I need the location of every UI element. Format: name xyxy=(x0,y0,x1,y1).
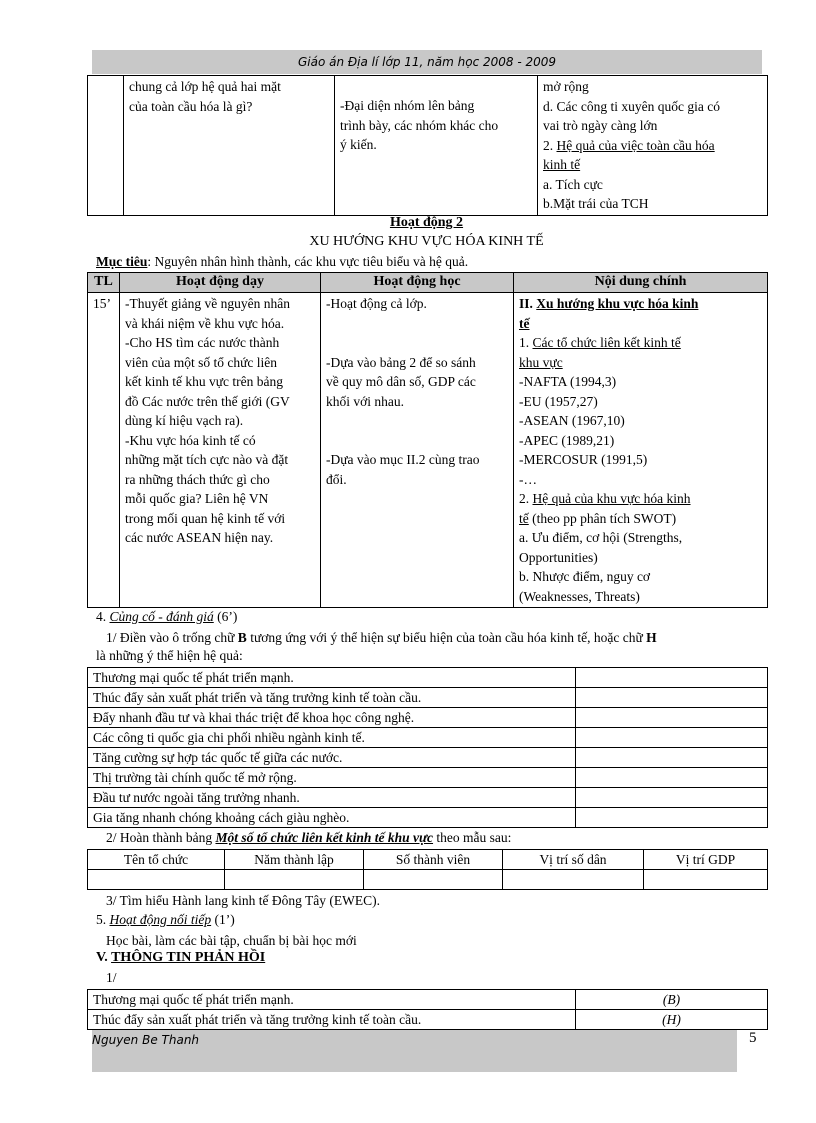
org-header: Vị trí số dân xyxy=(503,850,644,870)
text-line: b.Mặt trái của TCH xyxy=(543,196,649,211)
text-line: -EU (1957,27) xyxy=(519,393,598,409)
text-line: dùng kí hiệu vạch ra). xyxy=(125,413,244,428)
header-teach: Hoạt động dạy xyxy=(120,273,321,293)
text-line: 2. Hệ quả của việc toàn cầu hóa xyxy=(543,137,715,153)
text-line: ra những thách thức gì cho xyxy=(125,471,270,487)
org-cell[interactable] xyxy=(88,870,225,890)
answer-cell[interactable] xyxy=(576,728,768,748)
text-line: viên của một số tổ chức liên xyxy=(125,354,278,370)
text-line: chung cả lớp hệ quả hai mặt xyxy=(129,79,281,94)
text-line: và khái niệm về khu vực hóa. xyxy=(125,315,285,331)
text-line: -Đại diện nhóm lên bảng xyxy=(340,98,475,113)
text-line: của toàn cầu hóa là gì? xyxy=(129,98,253,114)
text-line: mở rộng xyxy=(543,79,589,94)
table-row xyxy=(88,990,768,1010)
text-line: đồ Các nước trên thế giới (GV xyxy=(125,393,290,409)
text-line: a. Ưu điểm, cơ hội (Strengths, xyxy=(519,530,683,545)
text-line: trình bày, các nhóm khác cho xyxy=(340,117,499,133)
org-cell[interactable] xyxy=(225,870,364,890)
answer-cell[interactable] xyxy=(576,688,768,708)
text-line: -Cho HS tìm các nước thành xyxy=(125,335,280,350)
section-v-sub: 1/ xyxy=(106,970,117,985)
org-table xyxy=(87,849,768,890)
text-line: (Weaknesses, Threats) xyxy=(519,588,640,604)
text-line: -ASEAN (1967,10) xyxy=(519,413,625,428)
text-line: khu vực xyxy=(519,354,563,370)
row-text: Các công ti quốc gia chi phối nhiều ngành kinh tế. xyxy=(88,728,576,748)
section5-heading: 5. Hoạt động nối tiếp (1’) xyxy=(96,912,235,927)
table-row xyxy=(88,668,768,688)
text-line: -Dựa vào bảng 2 để so sánh xyxy=(326,354,476,370)
table-row xyxy=(88,748,768,768)
cell-tl: 15’ xyxy=(88,293,120,608)
org-cell[interactable] xyxy=(503,870,644,890)
table-row xyxy=(88,708,768,728)
cell-learn xyxy=(321,293,514,608)
text-line: 1. Các tổ chức liên kết kinh tế xyxy=(519,335,681,350)
text-line: -Dựa vào mục II.2 cùng trao xyxy=(326,452,480,467)
text-line: -MERCOSUR (1991,5) xyxy=(519,452,648,467)
text-line: -NAFTA (1994,3) xyxy=(519,374,617,389)
org-cell[interactable] xyxy=(364,870,503,890)
text-line: những mặt tích cực nào và đặt xyxy=(125,452,289,467)
top-col-tl xyxy=(88,76,124,216)
answer-cell[interactable] xyxy=(576,788,768,808)
row-text: Thị trường tài chính quốc tế mở rộng. xyxy=(88,768,576,788)
section5-text: Học bài, làm các bài tập, chuẩn bị bài học mới xyxy=(106,933,357,948)
question3: 3/ Tìm hiểu Hành lang kinh tế Đông Tây (EWEC). xyxy=(106,893,380,908)
text-line: -Thuyết giảng về nguyên nhân xyxy=(125,296,290,311)
text-line: mỗi quốc gia? Liên hệ VN xyxy=(125,491,269,506)
text-line: các nước ASEAN hiện nay. xyxy=(125,530,274,545)
objective: Mục tiêu: Nguyên nhân hình thành, các khu vực tiêu biểu và hệ quả. xyxy=(96,254,469,269)
answer-cell[interactable] xyxy=(576,808,768,828)
page-number: 5 xyxy=(749,1030,757,1046)
section-v-heading: V. THÔNG TIN PHẢN HỒI xyxy=(96,950,266,965)
question2: 2/ Hoàn thành bảng Một số tổ chức liên kết kinh tế khu vực theo mẫu sau: xyxy=(106,830,512,845)
row-text: Thúc đẩy sản xuất phát triển và tăng trưởng kinh tế toàn cầu. xyxy=(88,1010,576,1030)
top-table xyxy=(87,75,768,216)
row-text: Thúc đẩy sản xuất phát triển và tăng trưởng kinh tế toàn cầu. xyxy=(88,688,576,708)
table-row xyxy=(88,788,768,808)
fill-table xyxy=(87,667,768,828)
section4-heading: 4. Củng cố - đánh giá (6’) xyxy=(96,609,238,624)
question1: 1/ Điền vào ô trống chữ B tương ứng với ý thể hiện sự biểu hiện của toàn cầu hóa kinh tế, hoặc chữ H xyxy=(106,630,657,645)
text-line: ý kiến. xyxy=(340,137,377,152)
answer-cell[interactable] xyxy=(576,768,768,788)
header-learn: Hoạt động học xyxy=(321,273,514,293)
cell-content xyxy=(514,293,768,608)
table-row xyxy=(88,808,768,828)
text-line: khối với nhau. xyxy=(326,393,405,409)
row-text: Gia tăng nhanh chóng khoảng cách giàu nghèo. xyxy=(88,808,576,828)
underlined-heading: Hệ quả của việc toàn cầu hóa xyxy=(556,137,715,153)
answer-value: (B) xyxy=(576,990,768,1010)
org-header: Số thành viên xyxy=(364,850,503,870)
answer-cell[interactable] xyxy=(576,748,768,768)
page-header: Giáo án Địa lí lớp 11, năm học 2008 - 2009 xyxy=(92,50,762,74)
org-header: Tên tổ chức xyxy=(88,850,225,870)
header-tl: TL xyxy=(88,273,120,293)
text-line: II. Xu hướng khu vực hóa kinh xyxy=(519,296,699,311)
text-line: trong mối quan hệ kinh tế với xyxy=(125,510,286,526)
footer-author: Nguyen Be Thanh xyxy=(92,1033,200,1047)
answer-table xyxy=(87,989,768,1030)
row-text: Đầu tư nước ngoài tăng trưởng nhanh. xyxy=(88,788,576,808)
text-line: kinh tế xyxy=(543,157,581,172)
text-line: kết kinh tế khu vực trên bảng xyxy=(125,374,284,389)
text-line: tế (theo pp phân tích SWOT) xyxy=(519,510,677,526)
text-line: về quy mô dân số, GDP các xyxy=(326,374,476,389)
text-line: -… xyxy=(519,471,537,487)
answer-value: (H) xyxy=(576,1010,768,1030)
org-cell[interactable] xyxy=(644,870,768,890)
text-line: 2. Hệ quả của khu vực hóa kinh xyxy=(519,491,691,506)
text-line: a. Tích cực xyxy=(543,176,603,192)
question1-cont: là những ý thể hiện hệ quả: xyxy=(96,648,243,663)
header-content: Nội dung chính xyxy=(514,273,768,293)
table-row xyxy=(88,728,768,748)
text-line: -Khu vực hóa kinh tế có xyxy=(125,432,256,448)
text-line: b. Nhược điểm, nguy cơ xyxy=(519,569,651,584)
answer-cell[interactable] xyxy=(576,668,768,688)
activity-title: XU HƯỚNG KHU VỰC HÓA KINH TẾ xyxy=(309,234,544,249)
text-line: đổi. xyxy=(326,471,347,487)
text-line: d. Các công ti xuyên quốc gia có xyxy=(543,98,720,114)
cell-teach xyxy=(120,293,321,608)
table-row xyxy=(88,688,768,708)
text-line: -APEC (1989,21) xyxy=(519,432,615,448)
text-line: Opportunities) xyxy=(519,549,598,565)
answer-cell[interactable] xyxy=(576,708,768,728)
text-line: vai trò ngày càng lớn xyxy=(543,118,658,133)
text-line: -Hoạt động cả lớp. xyxy=(326,296,427,311)
top-col-content xyxy=(538,76,768,216)
table-row xyxy=(88,1010,768,1030)
text-line: tế xyxy=(519,315,530,331)
activity-heading: Hoạt động 2 xyxy=(389,215,464,230)
table-row xyxy=(88,768,768,788)
row-text: Đẩy nhanh đầu tư và khai thác triệt để khoa học công nghệ. xyxy=(88,708,576,728)
activity-table xyxy=(87,272,768,608)
top-col-learn xyxy=(335,76,538,216)
row-text: Thương mại quốc tế phát triển mạnh. xyxy=(88,668,576,688)
org-header: Vị trí GDP xyxy=(644,850,768,870)
row-text: Thương mại quốc tế phát triển mạnh. xyxy=(88,990,576,1010)
org-header: Năm thành lập xyxy=(225,850,364,870)
top-col-teach xyxy=(124,76,335,216)
row-text: Tăng cường sự hợp tác quốc tế giữa các nước. xyxy=(88,748,576,768)
